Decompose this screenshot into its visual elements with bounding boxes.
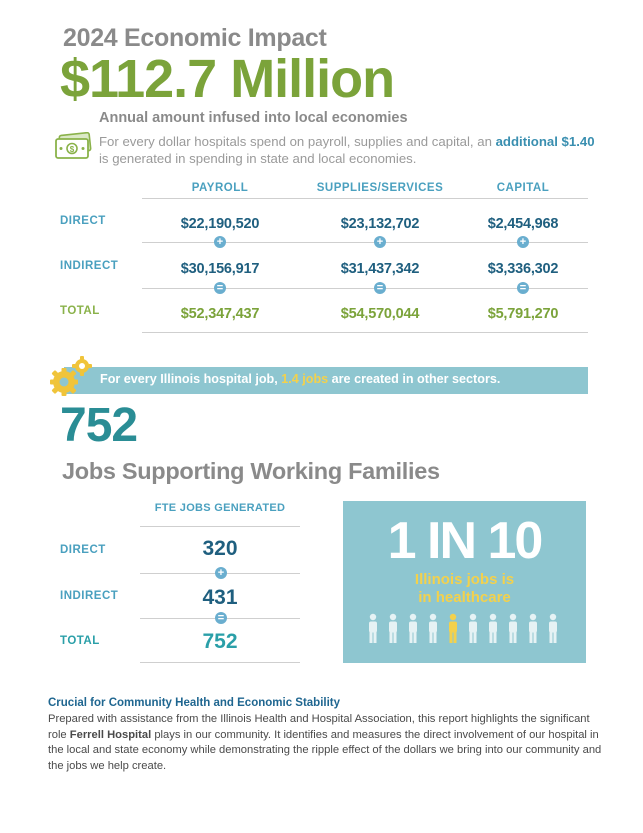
fte-divider <box>140 526 300 527</box>
footer-body <box>48 712 608 774</box>
footer-title: Crucial for Community Health and Economic Stability <box>48 697 341 709</box>
cell-direct-supplies: $23,132,702 <box>340 216 420 232</box>
desc-highlight: additional $1.40 <box>495 134 595 149</box>
jobs-count: 752 <box>60 399 138 452</box>
plus-icon: + <box>517 236 529 248</box>
jobs-banner-text <box>100 372 500 386</box>
cell-total-payroll: $52,347,437 <box>180 306 260 322</box>
table-divider <box>142 332 588 333</box>
cell-direct-payroll: $22,190,520 <box>180 216 260 232</box>
fte-label-indirect: INDIRECT <box>60 590 119 602</box>
banner-prefix: For every Illinois hospital job, <box>100 372 282 386</box>
equals-icon: = <box>215 612 227 624</box>
ratio-caption-line1: Illinois jobs is <box>414 571 515 588</box>
column-header-supplies: SUPPLIES/SERVICES <box>316 182 444 194</box>
fte-label-direct: DIRECT <box>60 544 106 556</box>
person-icon <box>549 614 557 643</box>
people-icons <box>365 613 565 645</box>
row-label-indirect: INDIRECT <box>60 260 119 272</box>
person-icon <box>469 614 477 643</box>
table-divider <box>142 198 588 199</box>
footer-body-part1: Prepared with assistance from the Illinois Health and Hospital Association, this report highlights the significant role <box>48 713 590 741</box>
desc-part1: For every dollar hospitals spend on payroll, supplies and capital, an <box>99 134 492 149</box>
row-label-direct: DIRECT <box>60 215 106 227</box>
svg-text:$: $ <box>69 145 75 154</box>
person-icon <box>429 614 437 643</box>
cell-total-supplies: $54,570,044 <box>340 306 420 322</box>
plus-icon: + <box>374 236 386 248</box>
money-icon <box>54 132 94 160</box>
impact-subtitle: Annual amount infused into local economies <box>99 110 408 126</box>
fte-label-total: TOTAL <box>60 635 100 647</box>
person-icon <box>369 614 377 643</box>
equals-icon: = <box>214 282 226 294</box>
plus-icon: + <box>214 236 226 248</box>
cell-total-capital: $5,791,270 <box>487 306 559 322</box>
person-icon-highlighted <box>449 614 457 643</box>
column-header-capital: CAPITAL <box>496 182 550 194</box>
equals-icon: = <box>517 282 529 294</box>
banner-highlight: 1.4 jobs <box>281 372 329 386</box>
person-icon <box>489 614 497 643</box>
row-label-total: TOTAL <box>60 305 100 317</box>
report-year-title: 2024 Economic Impact <box>63 24 327 52</box>
person-icon <box>409 614 417 643</box>
person-icon <box>389 614 397 643</box>
banner-suffix: are created in other sectors. <box>328 372 501 386</box>
hospital-name: Ferrell Hospital <box>69 728 152 741</box>
ratio-caption <box>343 571 586 607</box>
desc-part2: is generated in spending in state and local economies. <box>99 151 417 166</box>
ratio-big-text: 1 IN 10 <box>387 512 542 570</box>
person-icon <box>529 614 537 643</box>
equals-icon: = <box>374 282 386 294</box>
cell-indirect-supplies: $31,437,342 <box>340 261 420 277</box>
person-icon <box>509 614 517 643</box>
fte-divider <box>140 662 300 663</box>
column-header-payroll: PAYROLL <box>191 182 249 194</box>
multiplier-description <box>99 133 599 167</box>
cell-indirect-payroll: $30,156,917 <box>180 261 260 277</box>
plus-icon: + <box>215 567 227 579</box>
footer-body-part2: plays in our community. It identifies and measures the direct involvement of our hospital in the local and state economy while demonstrating the ripple effect of the dollars we bring into our community and the jobs we help create. <box>48 728 602 772</box>
cell-indirect-capital: $3,336,302 <box>487 261 559 277</box>
fte-value-indirect: 431 <box>202 586 238 609</box>
ratio-caption-line2: in healthcare <box>418 589 511 606</box>
jobs-title: Jobs Supporting Working Families <box>62 458 440 484</box>
fte-header: FTE JOBS GENERATED <box>154 502 286 514</box>
fte-value-total: 752 <box>202 630 238 653</box>
economic-impact-amount: $112.7 Million <box>60 49 395 109</box>
gears-icon <box>46 354 98 400</box>
cell-direct-capital: $2,454,968 <box>487 216 559 232</box>
fte-value-direct: 320 <box>202 537 238 560</box>
